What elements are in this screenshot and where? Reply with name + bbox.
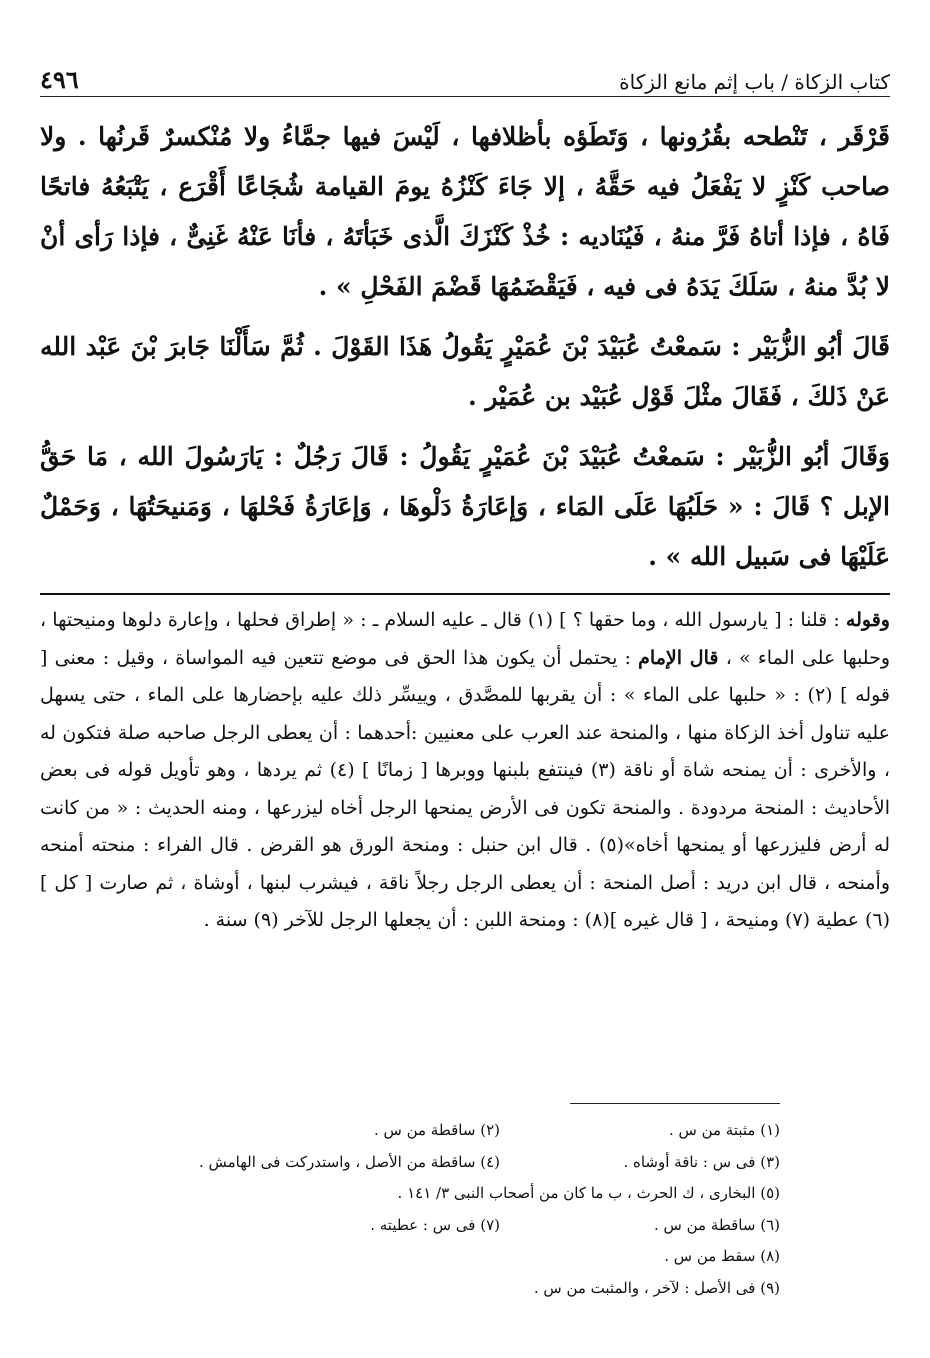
commentary-part-b: : يحتمل أن يكون هذا الحق فى موضع تتعين فيه المواساة ، وقيل : معنى [ قوله ] (٢) : « حلبها على الماء » : أن يقربها للمصَّدق ، وييسِّر ذلك عليه بإحضارها على الماء ، حتى يسهل عليه تناول أخذ الزكاة منها ، والمنحة عند العرب على معنيين :أحدهما : أن يعطى الرجل صاحبه صلة فتكون له ، والأخرى : أن يمنحه شاة أو ناقة (٣) فينتفع بلبنها ووبرها [ زمانًا ] (٤) ثم يردها ، وهو تأويل قوله فى بعض الأحاديث : المنحة مردودة . والمنحة تكون فى الأرض يمنحها الرجل أخاه ليزرعها ، ومنه الحديث : « من كانت له أرض فليزرعها أو يمنحها أخاه»(٥) . قال ابن حنبل : ومنحة الورق هو القرض . قال الفراء : منحته أمنحه وأمنحه ، قال ابن دريد : أصل المنحة : أن يعطى الرجل رجلاً ناقة ، فيشرب لبنها ، أوشاة ، ثم صارت [ كل ] (٦) عطية (٧) ومنيحة ، [ قال غيره ](٨) : ومنحة اللبن : أن يجعلها الرجل للآخر (٩) سنة . bbox=[40, 646, 891, 931]
footnote-2: (٢) ساقطة من س . bbox=[373, 1121, 500, 1139]
commentary-divider bbox=[40, 593, 890, 595]
footnote-row-2 bbox=[120, 1147, 780, 1179]
footnote-3: (٣) فى س : ناقة أوشاه . bbox=[623, 1152, 780, 1171]
running-title: كتاب الزكاة / باب إثم مانع الزكاة bbox=[619, 70, 890, 94]
footnote-4: (٤) ساقطة من الأصل ، واستدركت فى الهامش . bbox=[198, 1152, 500, 1171]
footnote-row-4 bbox=[120, 1210, 780, 1242]
commentary-part-a: : قلنا : [ يارسول الله ، وما حقها ؟ ] (١) قال ـ عليه السلام ـ : « إطراق فحلها ، وإعارة دلوها ومنيحتها ، وحلبها على الماء » ، bbox=[40, 609, 890, 669]
footnotes bbox=[120, 1115, 780, 1304]
footnote-7: (٧) فى س : عطيته . bbox=[370, 1215, 500, 1234]
footnote-row-1 bbox=[120, 1115, 780, 1147]
commentary-lead: وقوله bbox=[845, 609, 890, 631]
hadith-paragraph-2: قَالَ أبُو الزُّبَيْر : سَمعْتُ عُبَيْدَ بْنَ عُمَيْرٍ يَقُولُ هَذَا القَوْلَ . ثُمَّ سَأَلْنَا جَابرَ بْنَ عَبْد الله عَنْ ذَلكَ ، فَقَالَ مثْلَ قَوْل عُبَيْد بن عُمَيْر . bbox=[40, 332, 890, 411]
footnote-divider bbox=[570, 1103, 780, 1104]
hadith-paragraph-1: قَرْقَر ، تَنْطحه بقُرُونها ، وَتَطَؤه بأظلافها ، لَيْسَ فيها جمَّاءُ ولا مُنْكسرٌ قَرنُها . ولا صاحب كَنْزٍ لا يَفْعَلُ فيه حَقَّهُ ، إلا جَاءَ كَنْزُهُ يومَ القيامة شُجَاعًا أَقْرَع ، يَتْبَعُهُ فاتحًا فَاهُ ، فإذا أتاهُ فَرَّ منهُ ، فَيُنَاديه : خُذْ كَنْزَكَ الَّذى خَبَأتَهُ ، فأنَا عَنْهُ غَنِىٌّ ، فإذا رَأى أنْ لا بُدَّ منهُ ، سَلَكَ يَدَهُ فى فيه ، فَيَقْضَمُهَا قَضْمَ الفَحْلِ » . bbox=[40, 122, 890, 301]
footnote-6: (٦) ساقطة من س . bbox=[653, 1215, 780, 1234]
hadith-text bbox=[40, 112, 890, 592]
footnote-8: (٨) سقط من س . bbox=[664, 1247, 780, 1265]
footnote-9: (٩) فى الأصل : لآخر ، والمثبت من س . bbox=[533, 1278, 780, 1297]
page-number: ٤٩٦ bbox=[40, 65, 79, 94]
footnote-1: (١) مثبتة من س . bbox=[668, 1121, 780, 1139]
page-header bbox=[40, 60, 890, 94]
header-divider bbox=[40, 96, 890, 97]
footnote-5: (٥) البخارى ، ك الحرث ، ب ما كان من أصحاب النبى ٣/ ١٤١ . bbox=[397, 1184, 780, 1202]
commentary-text bbox=[40, 602, 890, 940]
imam-label: قال الإمام bbox=[638, 646, 719, 669]
hadith-paragraph-3: وَقَالَ أبُو الزُّبَيْر : سَمعْتُ عُبَيْدَ بْنَ عُمَيْرٍ يَقُولُ : قَالَ رَجُلٌ : يَارَسُولَ الله ، مَا حَقُّ الإبل ؟ قَالَ : « حَلَبُهَا عَلَى المَاء ، وَإعَارَةُ دَلْوهَا ، وَإعَارَةُ فَحْلهَا ، وَمَنيحَتُهَا ، وَحَمْلٌ عَلَيْهَا فى سَبيل الله » . bbox=[40, 442, 890, 571]
commentary-paragraph bbox=[40, 602, 890, 940]
